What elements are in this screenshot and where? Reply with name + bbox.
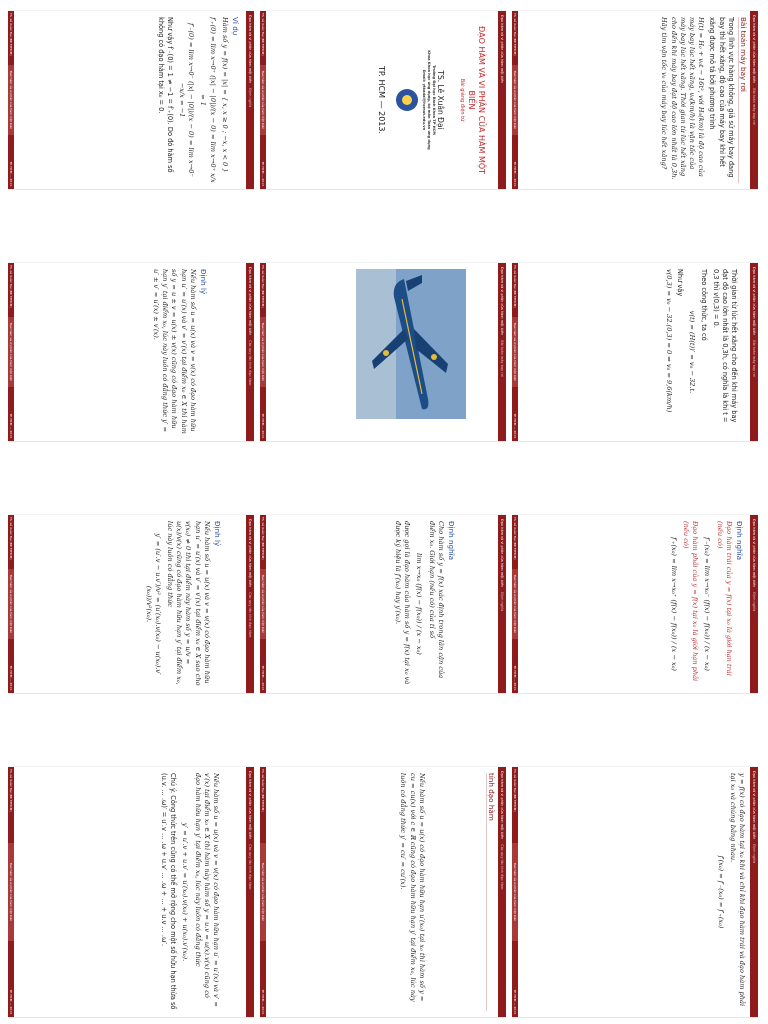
- slide-footer: TS. Lê Xuân Đại (BK TPHCM) Đạo hàm và vi phân của hàm một biến TP. HCM — 2013.: [261, 13, 265, 187]
- deck-title: ĐẠO HÀM VÀ VI PHÂN CỦA HÀM MỘT BIẾN: [467, 25, 486, 175]
- frame-title: tính đạo hàm: [486, 773, 496, 1011]
- university-logo: [396, 89, 418, 111]
- slide-header: Đạo hàm và vi phân của hàm một biến: [498, 11, 506, 189]
- paragraph: Thời gian từ lúc hết xăng cho đến khi máy bay đạt độ cao lớn nhất là 0,3h, có nghĩa là khi t = 0,3 thì v(0,3) = 0.: [711, 269, 738, 423]
- paragraph: Đạo hàm trái của y = f(x) tại x₀ là giới hạn trái (nếu có): [715, 521, 733, 676]
- equation: lim x→x₀ (f(x) − f(x₀)) / (x − x₀): [415, 553, 424, 655]
- slide-thoi-gian: [512, 262, 758, 442]
- paragraph: Theo công thức, ta có: [700, 269, 709, 341]
- equation: y′ = (u′.v − u.v′)/v² = (u′(x₀).v(x₀) − u(x₀).v′(x₀))/v²(x₀).: [144, 533, 162, 675]
- slide-dinh-nghia-dao-ham: [260, 514, 506, 694]
- slide-footer: TS. Lê Xuân Đại (BK TPHCM) Đạo hàm và vi phân của hàm một biến TP. HCM — 2013.: [9, 769, 13, 1015]
- slide-footer: TS. Lê Xuân Đại (BK TPHCM) Đạo hàm và vi phân của hàm một biến TP. HCM — 2013.: [513, 265, 517, 439]
- slide-header: Đạo hàm và vi phân của hàm một biếnĐịnh nghĩa: [750, 767, 758, 1017]
- equation: f′₊(x₀) = lim x→x₀⁺ (f(x) − f(x₀)) / (x − x₀): [669, 537, 678, 671]
- slide-dao-ham-trai-phai: [512, 514, 758, 694]
- slide-dinh-ly-tong: [8, 262, 254, 442]
- paragraph: Cho hàm số y = f(x) xác định trong lân cận của điểm x₀. Giới hạn (nếu có) của tỉ số: [427, 521, 445, 679]
- slide-footer: TS. Lê Xuân Đại (BK TPHCM) Đạo hàm và vi phân của hàm một biến TP. HCM — 2013.: [261, 517, 265, 691]
- slide-bai-toan-may-bay-roi: [512, 10, 758, 190]
- equation: f′(x₀) = f′₋(x₀) = f′₊(x₀): [716, 855, 725, 929]
- slide-footer: TS. Lê Xuân Đại (BK TPHCM) Đạo hàm và vi phân của hàm một biến TP. HCM — 2013.: [9, 265, 13, 439]
- slide-header: Đạo hàm và vi phân của hàm một biếnBài toán máy bay rơi: [750, 11, 758, 189]
- equation: y′ = u′.v + u.v′ = u′(x₀).v(x₀) + u(x₀).v′(x₀).: [181, 822, 190, 962]
- deck-subtitle: Bài giảng điện tử: [459, 78, 465, 122]
- frame-title: Bài toán máy bay rơi: [738, 17, 748, 183]
- slide-footer: TS. Lê Xuân Đại (BK TPHCM) Đạo hàm và vi phân của hàm một biến TP. HCM — 2013.: [513, 13, 517, 187]
- slide-partial: [512, 766, 758, 1018]
- email: Email: ytkadai@hcmut.edu.vn: [422, 69, 427, 131]
- slide-footer: TS. Lê Xuân Đại (BK TPHCM) Đạo hàm và vi phân của hàm một biến TP. HCM — 2013.: [261, 265, 265, 439]
- equation-text: H(t) = H₀ + v₀t − 16t², với H₀(km) là độ cao của máy bay lúc hết xăng, v₀(km/h) là vận tốc của máy bay lúc hết xăng. Thời gian từ lúc hết xăng cho đến khi máy bay đạt độ cao lớn nhất là 0,3h. Hãy tìm vận tốc v₀ của máy bay lúc hết xăng?: [660, 17, 706, 180]
- slide-header: Đạo hàm và vi phân của hàm một biếnĐịnh nghĩa: [750, 515, 758, 693]
- block-title: Định lý: [199, 269, 208, 295]
- slide-header: Đạo hàm và vi phân của hàm một biếnĐịnh nghĩa: [498, 515, 506, 693]
- equation: f′₋(x₀) = lim x→x₀⁻ (f(x) − f(x₀)) / (x − x₀): [703, 537, 712, 671]
- slide-footer: TS. Lê Xuân Đại (BK TPHCM) Đạo hàm và vi phân của hàm một biến TP. HCM — 2013.: [9, 13, 13, 187]
- paragraph: Như vậy f′₋(0) = 1 ≠ −1 = f′₊(0). Do đó hàm số không có đạo hàm tại x₀ = 0.: [156, 17, 174, 173]
- paragraph: Nếu hàm số u = u(x) và v = v(x) có đạo hàm hữu hạn u′ = u′(x) và v′ = v′(x) tại điểm x₀ ∈ X thì hàm này hàm số y = u.v = u(x).v(x) cũng có đạo hàm hữu hạn y′ tại điểm x₀, lúc này luôn có đẳng thức: [193, 773, 220, 1007]
- equation: v(0,3) = v₀ − 32.(0,3) = 0 ⇒ v₀ = 9,6(km/h): [664, 269, 673, 413]
- paragraph: Đạo hàm phải của y = f(x) tại x₀ là giới hạn phải (nếu có): [681, 521, 700, 682]
- slide-header: Đạo hàm và vi phân của hàm một biếnCác quy tắc tính đạo hàm: [246, 263, 254, 441]
- institution: Trường Đại học Bách Khoa TP HCM: [431, 65, 436, 135]
- paragraph: được gọi là đạo hàm của hàm số y = f(x) tại x₀ và được ký hiệu là f′(x₀) hay y′(x₀).: [393, 521, 412, 685]
- slide-footer: TS. Lê Xuân Đại (BK TPHCM) Đạo hàm và vi phân của hàm một biến TP. HCM — 2013.: [261, 769, 265, 1015]
- airplane-photo: [356, 269, 466, 419]
- equation: f′₋(0) = lim x→0⁻ (|x| − |0|)/(x − 0) = lim x→0⁻ −x/x = −1: [177, 23, 196, 177]
- paragraph: Như vậy: [675, 269, 684, 297]
- block-title: Định lý: [213, 521, 222, 547]
- slide-footer: TS. Lê Xuân Đại (BK TPHCM) Đạo hàm và vi phân của hàm một biến TP. HCM — 2013.: [513, 769, 517, 1015]
- slide-header: Đạo hàm và vi phân của hàm một biếnCác quy tắc tính đạo hàm: [246, 767, 254, 1017]
- slide-header: Đạo hàm và vi phân của hàm một biếnCác quy tắc tính đạo hàm: [498, 767, 506, 1017]
- slide-header: Đạo hàm và vi phân của hàm một biếnCác quy tắc tính đạo hàm: [246, 515, 254, 693]
- city-year: TP. HCM — 2013.: [376, 65, 386, 135]
- paragraph: Trong lĩnh vực hàng không, giả sử máy bay đang bay thì hết xăng, độ cao của máy bay khi hết xăng được mô tả bởi phương trình: [708, 17, 735, 178]
- block-title: Định nghĩa: [447, 521, 456, 561]
- paragraph: Nếu hàm số u = u(x) có đạo hàm hữu hạn u′(x₀) tại x₀ thì hàm số y = cu = cu(x) với c ∈ ℝ cũng có đạo hàm hữu hạn y′ tại điểm x₀, lúc này luôn có đẳng thức y′ = cu′ = cu′(x).: [399, 773, 426, 1002]
- author-name: TS. Lê Xuân Đại: [435, 70, 445, 130]
- slide-footer: TS. Lê Xuân Đại (BK TPHCM) Đạo hàm và vi phân của hàm một biến TP. HCM — 2013.: [9, 517, 13, 691]
- paragraph: Hàm số y = f(x) = |x| = { x, x ≥ 0 ; −x, x < 0 }: [220, 17, 229, 173]
- equation: v(t) = (H(t))′ = v₀ − 32.t.: [688, 310, 697, 394]
- slide-footer: TS. Lê Xuân Đại (BK TPHCM) Đạo hàm và vi phân của hàm một biến TP. HCM — 2013.: [513, 517, 517, 691]
- paragraph: Nếu hàm số u = u(x) và v = v(x) có đạo hàm hữu hạn u′ = u′(x) và v′ = v′(x) tại điểm x₀ ∈ X thì hàm số y = u ± v = u(x) ± v(x) cũng có đạo hàm hữu hạn y′ tại điểm x₀, lúc này luôn có đẳng thức y′ = u′ ± v′ = u′(x) ± v′(x).: [151, 269, 197, 434]
- block-title: Ví dụ: [231, 17, 240, 36]
- slide-header: Đạo hàm và vi phân của hàm một biếnBài toán máy bay rơi: [498, 263, 506, 441]
- slide-partial: [260, 766, 506, 1018]
- paragraph: Nếu hàm số u = u(x) và v = v(x) có đạo hàm hữu hạn u′ = u′(x) và v′ = v′(x) tại điểm x₀ ∈ X sao cho v(x₀) ≠ 0 thì tại điểm này hàm số y = u/v = u(x)/v(x) cũng có đạo hàm hữu hạn y′ tại điểm x₀, lúc này luôn có đẳng thức: [165, 521, 211, 686]
- slide-header: Đạo hàm và vi phân của hàm một biếnĐịnh nghĩa: [246, 11, 254, 189]
- slide-airplane: [260, 262, 506, 442]
- slide-header: Đạo hàm và vi phân của hàm một biếnBài toán máy bay rơi: [750, 263, 758, 441]
- department: Khoa Khoa học ứng dụng, bộ môn Toán ứng dụng: [427, 50, 431, 150]
- slide-title: [260, 10, 506, 190]
- paragraph: Chú ý. Công thức trên cũng có thể mở rộng cho một số hữu hạn thừa số (u.v. ... .ω)′ = u′.v ... .ω + u.v′ ... .ω + ... + u.v ... .ω′.: [159, 773, 178, 1010]
- block-title: Định nghĩa: [735, 521, 744, 561]
- paragraph: y = f(x) có đạo hàm tại x₀ khi và chỉ khi đạo hàm trái và đạo hàm phải tại x₀ và chúng bằng nhau.: [728, 773, 746, 1007]
- slide-partial: [8, 766, 254, 1018]
- slide-dinh-ly-thuong: [8, 514, 254, 694]
- slide-vi-du: [8, 10, 254, 190]
- equation: f′₊(0) = lim x→0⁺ (|x| − |0|)/(x − 0) = lim x→0⁺ x/x = 1: [199, 17, 217, 183]
